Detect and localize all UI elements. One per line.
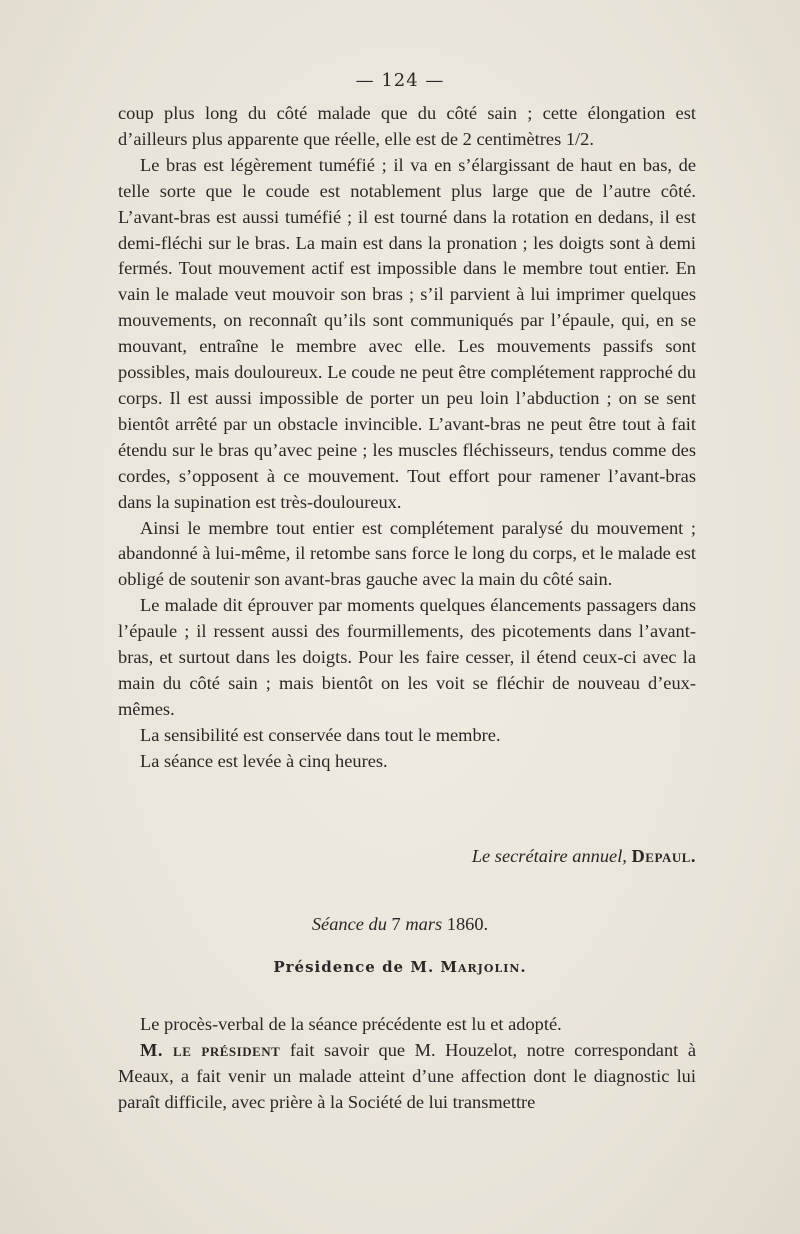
session-label: Séance du bbox=[311, 914, 387, 934]
paragraph: Le bras est légèrement tuméfié ; il va en s’élargissant de haut en bas, de telle sorte que le coude est notablement plus large que de l’autre côté. L’avant-bras est aussi tuméfié ; il est tourné dans la rotation en dedans, il est demi-fléchi sur le bras. La main est dans la pronation ; les doigts sont à demi fermés. Tout mouvement actif est impossible dans le membre tout entier. En vain le malade veut mouvoir son bras ; s’il parvient à lui imprimer quelques mouvements, on reconnaît qu’ils sont communiqués par l’épaule, qui, en se mouvant, entraîne le membre avec elle. Les mouvements passifs sont possibles, mais douloureux. Le coude ne peut être complétement rapproché du corps. Il est aussi impossible de porter un peu loin l’abduction ; on se sent bientôt arrêté par un obstacle invincible. L’avant-bras ne peut être tout à fait étendu sur le bras qu’avec peine ; les muscles fléchisseurs, tendus comme des cordes, s’opposent à ce mouvement. Tout effort pour ramener l’avant-bras dans la supination est très-douloureux. bbox=[118, 154, 696, 512]
presidence-prefix: Présidence de bbox=[273, 958, 405, 976]
page-number: — 124 — bbox=[355, 70, 445, 91]
session-day: 7 bbox=[391, 914, 401, 934]
body-text-2 bbox=[118, 1012, 696, 1116]
body-text bbox=[118, 101, 696, 775]
paragraph: Ainsi le membre tout entier est complétement paralysé du mouvement ; abandonné à lui-même, il retombe sans force le long du corps, et le malade est obligé de soutenir son avant-bras gauche avec la main du côté sain. bbox=[118, 517, 696, 590]
session-heading bbox=[0, 914, 800, 935]
presidence-line bbox=[0, 958, 800, 976]
paragraph: Le malade dit éprouver par moments quelques élancements passagers dans l’épaule ; il ressent aussi des fourmillements, des picotements dans l’avant-bras, et surtout dans les doigts. Pour les faire cesser, il étend ceux-ci avec la main du côté sain ; mais bientôt on les voit se fléchir de nouveau d’eux-mêmes. bbox=[118, 595, 696, 719]
session-year: 1860. bbox=[446, 914, 489, 934]
signature-title: Le secrétaire annuel, bbox=[471, 846, 627, 866]
session-month: mars bbox=[405, 914, 443, 934]
speaker-text: fait savoir que M. Houzelot, notre correspondant à Meaux, a fait venir un malade atteint d’une affection dont le diagnostic lui paraît difficile, avec prière à la Société de lui transmettre bbox=[118, 1039, 696, 1112]
paragraph: Le procès-verbal de la séance précédente est lu et adopté. bbox=[140, 1014, 562, 1034]
signature-name: Depaul. bbox=[631, 846, 696, 866]
paragraph bbox=[118, 1038, 696, 1116]
paragraph: La sensibilité est conservée dans tout le membre. bbox=[140, 724, 501, 745]
paragraph: La séance est levée à cinq heures. bbox=[140, 750, 388, 771]
signature bbox=[118, 846, 696, 867]
speaker-label: M. le président bbox=[140, 1039, 281, 1060]
president-name: M. Marjolin. bbox=[410, 958, 527, 976]
paragraph: coup plus long du côté malade que du côté sain ; cette élongation est d’ailleurs plus apparente que réelle, elle est de 2 centimètres 1/2. bbox=[118, 103, 696, 149]
